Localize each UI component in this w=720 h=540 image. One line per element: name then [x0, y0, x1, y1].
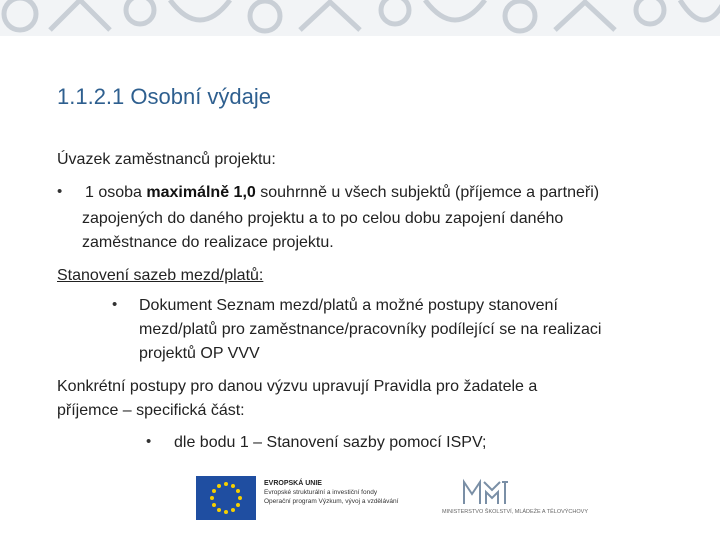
eu-logo-text — [264, 479, 398, 506]
footer-logos — [196, 476, 588, 522]
decorative-banner — [0, 0, 720, 36]
bullet-uvazek-rest: souhrnně u všech subjektů (příjemce a partneři) — [255, 184, 600, 201]
bullet-marker: • — [112, 296, 118, 313]
postupy-line1: Konkrétní postupy pro danou výzvu upravují Pravidla pro žadatele a — [57, 378, 538, 395]
msmt-text: MINISTERSTVO ŠKOLSTVÍ, MLÁDEŽE A TĚLOVÝCHOVY — [442, 509, 588, 515]
eu-flag-icon — [196, 476, 256, 520]
eu-program-line: Operační program Výzkum, vývoj a vzdělávání — [264, 498, 399, 505]
bullet-uvazek-line1 — [85, 181, 705, 204]
msmt-logo — [442, 476, 588, 522]
postupy-line2: příjemce – specifická část: — [57, 402, 245, 419]
msmt-logo-icon — [442, 476, 532, 508]
section-heading-uvazek: Úvazek zaměstnanců projektu: — [57, 151, 276, 168]
page-title: 1.1.2.1 Osobní výdaje — [57, 84, 272, 109]
bullet-ispv: dle bodu 1 – Stanovení sazby pomocí ISPV; — [174, 434, 487, 451]
bullet-sazby-line3: projektů OP VVV — [139, 345, 260, 362]
bullet-marker: • — [146, 433, 152, 450]
eu-funds-line: Evropské strukturální a investiční fondy — [264, 489, 378, 496]
eu-heading: EVROPSKÁ UNIE — [264, 480, 322, 487]
bullet-uvazek-line3: zaměstnance do realizace projektu. — [82, 234, 334, 251]
bullet-sazby-line2: mezd/platů pro zaměstnance/pracovníky podílející se na realizaci — [139, 321, 602, 338]
bullet-sazby-line1: Dokument Seznam mezd/platů a možné postupy stanovení — [139, 297, 558, 314]
section-heading-sazby: Stanovení sazeb mezd/platů: — [57, 267, 264, 284]
bullet-marker: • — [57, 183, 63, 200]
bullet-uvazek-pre: 1 osoba — [85, 184, 147, 201]
bullet-uvazek-bold: maximálně 1,0 — [146, 184, 256, 201]
bullet-uvazek-line2: zapojených do daného projektu a to po celou dobu zapojení daného — [82, 210, 564, 227]
